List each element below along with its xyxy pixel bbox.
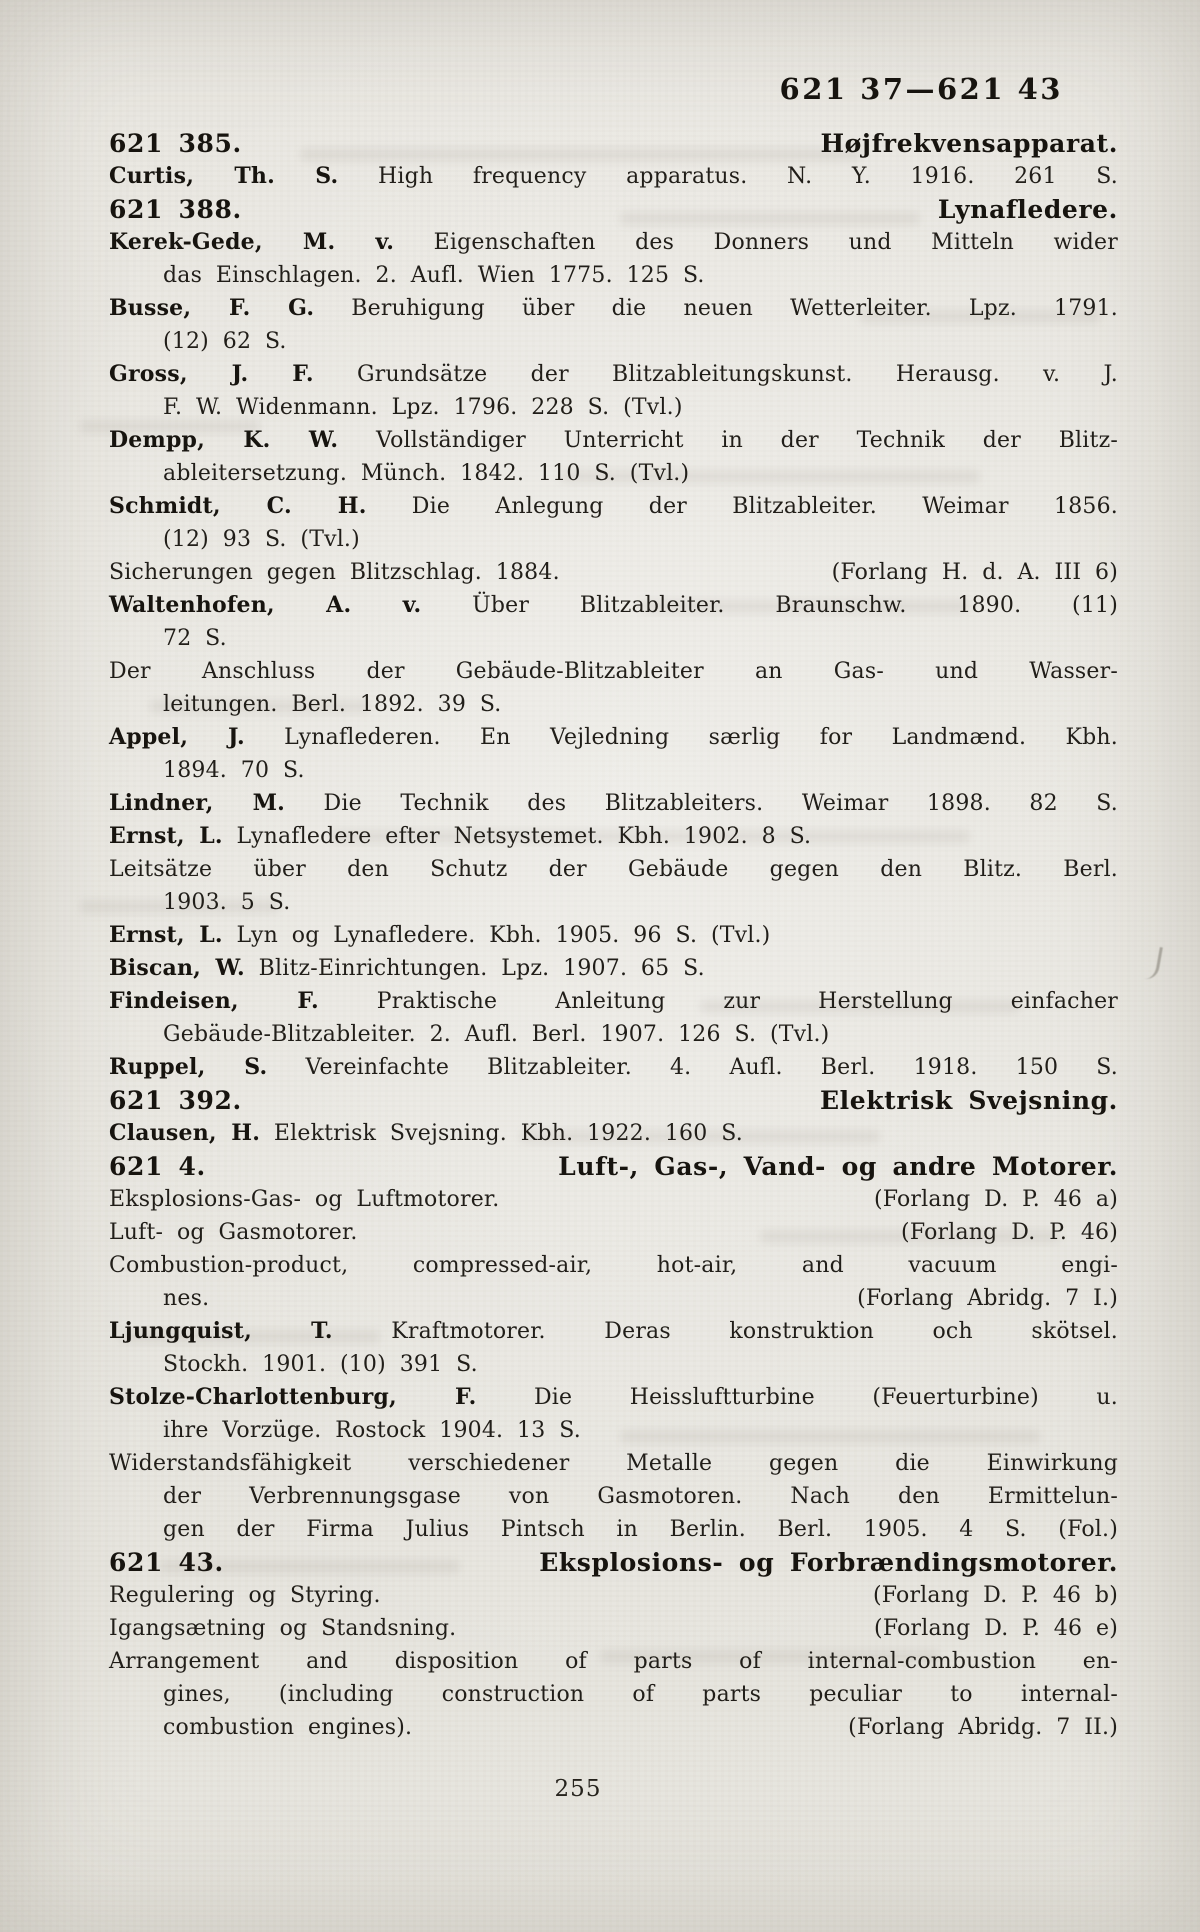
author-name: Curtis, Th. S.	[109, 163, 339, 189]
section-title: Lynafledere.	[937, 195, 1118, 224]
entry-line	[109, 424, 1118, 457]
entry-text: Ernst, L. Lyn og Lynafledere. Kbh. 1905. 96 S. (Tvl.)	[109, 922, 771, 948]
catalog-reference: (Forlang H. d. A. III 6)	[831, 560, 1118, 585]
section-number: 621 43.	[109, 1548, 224, 1577]
entry-text: 1894. 70 S.	[163, 758, 305, 783]
bibliography-entries	[109, 127, 1118, 1744]
entry-line	[109, 787, 1118, 820]
entry-text: ihre Vorzüge. Rostock 1904. 13 S.	[163, 1418, 581, 1443]
author-name: Waltenhofen, A. v.	[109, 592, 422, 618]
running-head-classification-range: 621 37—621 43	[779, 72, 1063, 106]
entry-text: Gebäude-Blitzableiter. 2. Aufl. Berl. 1907. 126 S. (Tvl.)	[163, 1022, 830, 1047]
entry-text: Eksplosions-Gas- og Luftmotorer.	[109, 1187, 500, 1212]
entry-line	[109, 391, 1118, 424]
entry-text: gines, (including construction of parts peculiar to internal-	[163, 1682, 1118, 1707]
entry-text: F. W. Widenmann. Lpz. 1796. 228 S. (Tvl.)	[163, 395, 683, 420]
entry-text: Igangsætning og Standsning.	[109, 1616, 457, 1641]
section-number: 621 392.	[109, 1086, 242, 1115]
entry-line	[109, 1612, 1118, 1645]
author-name: Kerek-Gede, M. v.	[109, 229, 395, 255]
entry-line	[109, 919, 1118, 952]
entry-text: Der Anschluss der Gebäude-Blitzableiter an Gas- und Wasser-	[109, 659, 1118, 684]
entry-text: Ernst, L. Lynafledere efter Netsystemet. Kbh. 1902. 8 S.	[109, 823, 812, 849]
entry-text: Biscan, W. Blitz-Einrichtungen. Lpz. 1907. 65 S.	[109, 955, 705, 981]
entry-text: Ljungquist, T. Kraftmotorer. Deras konstruktion och skötsel.	[109, 1318, 1118, 1344]
author-name: Ljungquist, T.	[109, 1318, 333, 1344]
entry-line	[109, 1414, 1118, 1447]
scan-artifact	[1142, 945, 1163, 981]
entry-line	[109, 754, 1118, 787]
entry-text: das Einschlagen. 2. Aufl. Wien 1775. 125 S.	[163, 263, 705, 288]
section-heading	[109, 1546, 1118, 1579]
entry-text: gen der Firma Julius Pintsch in Berlin. Berl. 1905. 4 S. (Fol.)	[163, 1517, 1118, 1542]
entry-text: der Verbrennungsgase von Gasmotoren. Nach den Ermittelun-	[163, 1484, 1118, 1509]
entry-text: Gross, J. F. Grundsätze der Blitzableitungskunst. Herausg. v. J.	[109, 361, 1118, 387]
entry-text: (12) 62 S.	[163, 329, 287, 354]
entry-text: 72 S.	[163, 626, 227, 651]
entry-text: ableitersetzung. Münch. 1842. 110 S. (Tvl.)	[163, 461, 690, 486]
entry-line	[109, 325, 1118, 358]
page-number: 255	[554, 1776, 602, 1802]
section-title: Højfrekvensapparat.	[820, 129, 1118, 158]
entry-text: Regulering og Styring.	[109, 1583, 381, 1608]
entry-text: Dempp, K. W. Vollständiger Unterricht in der Technik der Blitz-	[109, 427, 1118, 453]
author-name: Ernst, L.	[109, 823, 223, 849]
entry-line	[109, 622, 1118, 655]
section-number: 621 4.	[109, 1152, 206, 1181]
entry-line	[109, 1381, 1118, 1414]
entry-line	[109, 556, 1118, 589]
entry-text: Schmidt, C. H. Die Anlegung der Blitzableiter. Weimar 1856.	[109, 493, 1118, 519]
entry-text: Widerstandsfähigkeit verschiedener Metalle gegen die Einwirkung	[109, 1451, 1118, 1476]
entry-text: leitungen. Berl. 1892. 39 S.	[163, 692, 502, 717]
entry-line	[109, 1513, 1118, 1546]
section-heading	[109, 127, 1118, 160]
catalog-reference: (Forlang D. P. 46 e)	[874, 1616, 1118, 1641]
catalog-reference: (Forlang D. P. 46 a)	[873, 1187, 1118, 1212]
author-name: Lindner, M.	[109, 790, 286, 816]
entry-line	[109, 1711, 1118, 1744]
section-heading	[109, 1150, 1118, 1183]
entry-text: Lindner, M. Die Technik des Blitzableiters. Weimar 1898. 82 S.	[109, 790, 1118, 816]
catalog-reference: (Forlang Abridg. 7 I.)	[857, 1286, 1118, 1311]
entry-line	[109, 721, 1118, 754]
entry-line	[109, 259, 1118, 292]
entry-line	[109, 1315, 1118, 1348]
entry-line	[109, 952, 1118, 985]
section-title: Luft-, Gas-, Vand- og andre Motorer.	[558, 1152, 1118, 1181]
entry-text: 1903. 5 S.	[163, 890, 291, 915]
author-name: Schmidt, C. H.	[109, 493, 367, 519]
section-number: 621 385.	[109, 129, 242, 158]
author-name: Clausen, H.	[109, 1120, 261, 1146]
author-name: Ruppel, S.	[109, 1054, 268, 1080]
entry-line	[109, 1183, 1118, 1216]
entry-line	[109, 886, 1118, 919]
entry-text: Clausen, H. Elektrisk Svejsning. Kbh. 1922. 160 S.	[109, 1120, 743, 1146]
entry-text: Curtis, Th. S. High frequency apparatus. N. Y. 1916. 261 S.	[109, 163, 1118, 189]
entry-line	[109, 688, 1118, 721]
entry-line	[109, 1645, 1118, 1678]
entry-line	[109, 523, 1118, 556]
entry-text: Kerek-Gede, M. v. Eigenschaften des Donners und Mitteln wider	[109, 229, 1118, 255]
entry-text: Stockh. 1901. (10) 391 S.	[163, 1352, 478, 1377]
entry-line	[109, 820, 1118, 853]
author-name: Stolze-Charlottenburg, F.	[109, 1384, 477, 1410]
entry-text: Waltenhofen, A. v. Über Blitzableiter. Braunschw. 1890. (11)	[109, 592, 1118, 618]
entry-line	[109, 226, 1118, 259]
section-number: 621 388.	[109, 195, 242, 224]
author-name: Dempp, K. W.	[109, 427, 339, 453]
entry-line	[109, 985, 1118, 1018]
catalog-reference: (Forlang D. P. 46)	[901, 1220, 1118, 1245]
entry-line	[109, 1348, 1118, 1381]
entry-line	[109, 1282, 1118, 1315]
entry-text: Sicherungen gegen Blitzschlag. 1884.	[109, 560, 560, 585]
entry-line	[109, 1447, 1118, 1480]
entry-line	[109, 160, 1118, 193]
author-name: Busse, F. G.	[109, 295, 315, 321]
entry-line	[109, 1579, 1118, 1612]
catalog-reference: (Forlang Abridg. 7 II.)	[848, 1715, 1118, 1740]
entry-text: Leitsätze über den Schutz der Gebäude gegen den Blitz. Berl.	[109, 857, 1118, 882]
author-name: Biscan, W.	[109, 955, 245, 981]
entry-line	[109, 1117, 1118, 1150]
entry-line	[109, 1051, 1118, 1084]
section-heading	[109, 1084, 1118, 1117]
entry-text: Busse, F. G. Beruhigung über die neuen Wetterleiter. Lpz. 1791.	[109, 295, 1118, 321]
entry-line	[109, 655, 1118, 688]
entry-line	[109, 853, 1118, 886]
entry-text: Luft- og Gasmotorer.	[109, 1220, 358, 1245]
catalog-reference: (Forlang D. P. 46 b)	[872, 1583, 1118, 1608]
entry-line	[109, 1249, 1118, 1282]
entry-line	[109, 1678, 1118, 1711]
entry-text: (12) 93 S. (Tvl.)	[163, 527, 360, 552]
entry-line	[109, 1480, 1118, 1513]
entry-text: Stolze-Charlottenburg, F. Die Heissluftturbine (Feuerturbine) u.	[109, 1384, 1118, 1410]
section-title: Elektrisk Svejsning.	[820, 1086, 1118, 1115]
author-name: Ernst, L.	[109, 922, 223, 948]
entry-line	[109, 358, 1118, 391]
entry-text: nes.	[163, 1286, 210, 1311]
entry-line	[109, 457, 1118, 490]
entry-line	[109, 292, 1118, 325]
entry-line	[109, 589, 1118, 622]
entry-text: combustion engines).	[163, 1715, 413, 1740]
entry-text: Ruppel, S. Vereinfachte Blitzableiter. 4. Aufl. Berl. 1918. 150 S.	[109, 1054, 1118, 1080]
entry-text: Arrangement and disposition of parts of internal-combustion en-	[109, 1649, 1118, 1674]
section-title: Eksplosions- og Forbrændingsmotorer.	[539, 1548, 1118, 1577]
author-name: Appel, J.	[109, 724, 245, 750]
section-heading	[109, 193, 1118, 226]
entry-line	[109, 1018, 1118, 1051]
entry-line	[109, 490, 1118, 523]
author-name: Findeisen, F.	[109, 988, 319, 1014]
entry-line	[109, 1216, 1118, 1249]
entry-text: Combustion-product, compressed-air, hot-air, and vacuum engi-	[109, 1253, 1118, 1278]
author-name: Gross, J. F.	[109, 361, 314, 387]
entry-text: Findeisen, F. Praktische Anleitung zur Herstellung einfacher	[109, 988, 1119, 1014]
entry-text: Appel, J. Lynaflederen. En Vejledning særlig for Landmænd. Kbh.	[109, 724, 1118, 750]
